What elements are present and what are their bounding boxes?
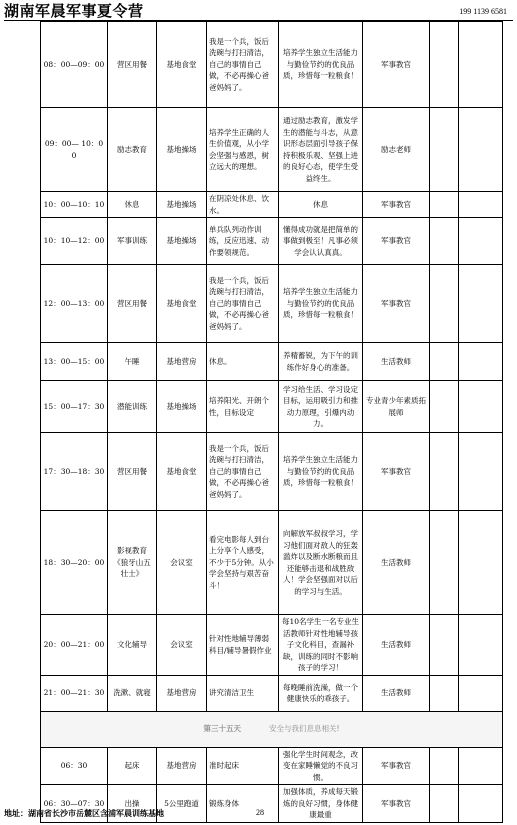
empty-cell (430, 785, 459, 823)
teacher-cell: 励志老师 (363, 108, 430, 192)
empty-cell (459, 433, 503, 511)
empty-cell (459, 192, 503, 218)
schedule-row (41, 747, 503, 785)
teacher-cell: 军事教官 (363, 747, 430, 785)
time-cell: 10：10—12：00 (41, 218, 108, 265)
location-cell: 会议室 (157, 615, 207, 676)
contact-phone: 199 1139 6581 (459, 7, 507, 16)
time-cell: 08：00—09：00 (41, 22, 108, 108)
content-cell: 准时起床 (207, 747, 279, 785)
goal-cell: 休息 (279, 192, 363, 218)
time-cell: 17：30—18：30 (41, 433, 108, 511)
schedule-row (41, 433, 503, 511)
empty-cell (459, 511, 503, 615)
empty-cell (459, 343, 503, 381)
location-cell: 基地食堂 (157, 433, 207, 511)
schedule-body (41, 22, 503, 823)
content-cell: 我是一个兵，饭后洗碗与打扫清洁，自己的事情自己做，不必再操心爸爸妈妈了。 (207, 22, 279, 108)
goal-cell: 培养学生独立生活能力与勤俭节约的优良品质，珍惜每一粒粮食！ (279, 22, 363, 108)
footer-address: 地址：湖南省长沙市岳麓区含浦军晨训练基地 (4, 809, 164, 818)
content-cell: 在阴凉处休息、饮水。 (207, 192, 279, 218)
teacher-cell: 军事教官 (363, 265, 430, 343)
schedule-row (41, 381, 503, 433)
teacher-cell: 生活教师 (363, 675, 430, 711)
goal-cell: 培养学生独立生活能力与勤俭节约的优良品质，珍惜每一粒粮食！ (279, 265, 363, 343)
empty-cell (430, 433, 459, 511)
goal-cell: 养精蓄锐，为下午的训练作好身心的准备。 (279, 343, 363, 381)
activity-cell: 休息 (108, 192, 157, 218)
location-cell: 基地食堂 (157, 22, 207, 108)
goal-cell: 学习给生活、学习设定目标，运用吸引力和推动力原理，引爆内动力。 (279, 381, 363, 433)
day-slogan: 安全与我们息息相关! (268, 724, 340, 734)
day-banner (41, 711, 503, 747)
empty-cell (430, 343, 459, 381)
activity-cell: 文化辅导 (108, 615, 157, 676)
teacher-cell: 生活教师 (363, 511, 430, 615)
content-cell: 锻炼身体 (207, 785, 279, 823)
content-cell: 我是一个兵，饭后洗碗与打扫清洁，自己的事情自己做，不必再操心爸爸妈妈了。 (207, 433, 279, 511)
schedule-row (41, 192, 503, 218)
location-cell: 基地操场 (157, 192, 207, 218)
activity-cell: 午睡 (108, 343, 157, 381)
location-cell: 基地操场 (157, 108, 207, 192)
goal-cell: 每10名学生一名专业生活教师针对性地辅导孩子文化科目，查漏补缺，训练的同时不影响孩子的学习！ (279, 615, 363, 676)
location-cell: 基地营房 (157, 675, 207, 711)
empty-cell (430, 511, 459, 615)
activity-cell: 营区用餐 (108, 265, 157, 343)
empty-cell (459, 381, 503, 433)
teacher-cell: 专业青少年素质拓展师 (363, 381, 430, 433)
empty-cell (430, 108, 459, 192)
empty-cell (459, 747, 503, 785)
empty-cell (459, 265, 503, 343)
goal-cell: 加强体质，养成每天锻炼的良好习惯，身体健康最重 (279, 785, 363, 823)
time-cell: 12：00—13：00 (41, 265, 108, 343)
empty-cell (430, 265, 459, 343)
empty-cell (430, 192, 459, 218)
goal-cell: 通过励志教育，激发学生的潜能与斗志，从意识形态层面引导孩子保持积极乐观、坚强上进的良好心态，使学生受益终生。 (279, 108, 363, 192)
time-cell: 13：00—15：00 (41, 343, 108, 381)
location-cell: 基地营房 (157, 747, 207, 785)
teacher-cell: 军事教官 (363, 192, 430, 218)
activity-cell: 营区用餐 (108, 433, 157, 511)
time-cell: 09：00— 10：00 (41, 108, 108, 192)
schedule-row (41, 22, 503, 108)
activity-cell: 军事训练 (108, 218, 157, 265)
schedule-table (40, 21, 503, 823)
activity-cell: 影视教育《狼牙山五壮士》 (108, 511, 157, 615)
location-cell: 会议室 (157, 511, 207, 615)
goal-cell: 每晚睡前洗澡，做一个健康快乐的乖孩子。 (279, 675, 363, 711)
schedule-row (41, 265, 503, 343)
schedule-row (41, 511, 503, 615)
page-title: 湖南军晨军事夏令营 (4, 2, 144, 20)
location-cell: 基地食堂 (157, 265, 207, 343)
content-cell: 针对性地辅导薄弱科目/辅导暑假作业 (207, 615, 279, 676)
location-cell: 基地营房 (157, 343, 207, 381)
time-cell: 18：30—20：00 (41, 511, 108, 615)
empty-cell (459, 615, 503, 676)
teacher-cell: 军事教官 (363, 785, 430, 823)
empty-cell (459, 108, 503, 192)
time-cell: 21：00—21：30 (41, 675, 108, 711)
content-cell: 培养阳光、开朗个性，目标设定 (207, 381, 279, 433)
content-cell: 看完电影每人到台上分享个人感受，不少于5分钟。从小学会坚持与艰苦奋斗！ (207, 511, 279, 615)
goal-cell: 向解放军叔叔学习，学习他们面对敌人的狂轰滥炸以及断水断粮而且还能够击退和战胜敌人！学会坚强面对以后的学习与生活。 (279, 511, 363, 615)
activity-cell: 励志教育 (108, 108, 157, 192)
day-label: 第三十五天 (203, 724, 241, 734)
goal-cell: 强化学生时间观念，改变在家睡懒觉的不良习惯。 (279, 747, 363, 785)
empty-cell (430, 218, 459, 265)
content-cell: 休息。 (207, 343, 279, 381)
teacher-cell: 军事教官 (363, 218, 430, 265)
activity-cell: 出操 (108, 785, 157, 823)
content-cell: 我是一个兵，饭后洗碗与打扫清洁，自己的事情自己做，不必再操心爸爸妈妈了。 (207, 265, 279, 343)
location-cell: 5公里跑道 (157, 785, 207, 823)
empty-cell (459, 675, 503, 711)
teacher-cell: 军事教官 (363, 433, 430, 511)
content-cell: 单兵队列动作训练，反应迅速、动作要领规范。 (207, 218, 279, 265)
time-cell: 06：30—07：30 (41, 785, 108, 823)
empty-cell (430, 675, 459, 711)
schedule-row (41, 343, 503, 381)
empty-cell (459, 22, 503, 108)
teacher-cell: 生活教师 (363, 615, 430, 676)
empty-cell (430, 22, 459, 108)
content-cell: 讲究清洁卫生 (207, 675, 279, 711)
goal-cell: 培养学生独立生活能力与勤俭节约的优良品质，珍惜每一粒粮食！ (279, 433, 363, 511)
schedule-row (41, 675, 503, 711)
page-number: 28 (256, 808, 264, 817)
empty-cell (430, 747, 459, 785)
activity-cell: 起床 (108, 747, 157, 785)
schedule-row (41, 108, 503, 192)
teacher-cell: 军事教官 (363, 22, 430, 108)
schedule-row (41, 615, 503, 676)
day-banner-row (41, 711, 503, 747)
location-cell: 基地操场 (157, 381, 207, 433)
location-cell: 基地操场 (157, 218, 207, 265)
activity-cell: 潜能训练 (108, 381, 157, 433)
activity-cell: 洗漱、就寝 (108, 675, 157, 711)
empty-cell (430, 381, 459, 433)
schedule-row (41, 218, 503, 265)
empty-cell (430, 615, 459, 676)
goal-cell: 懂得成功就是把简单的事做到极至！凡事必须学会认认真真。 (279, 218, 363, 265)
time-cell: 20：00—21：00 (41, 615, 108, 676)
empty-cell (459, 785, 503, 823)
content-cell: 培养学生正确的人生价值观，从小学会坚强与感恩，树立远大的理想。 (207, 108, 279, 192)
activity-cell: 营区用餐 (108, 22, 157, 108)
time-cell: 06：30 (41, 747, 108, 785)
time-cell: 10：00—10：10 (41, 192, 108, 218)
empty-cell (459, 218, 503, 265)
teacher-cell: 生活教师 (363, 343, 430, 381)
time-cell: 15：00—17：30 (41, 381, 108, 433)
